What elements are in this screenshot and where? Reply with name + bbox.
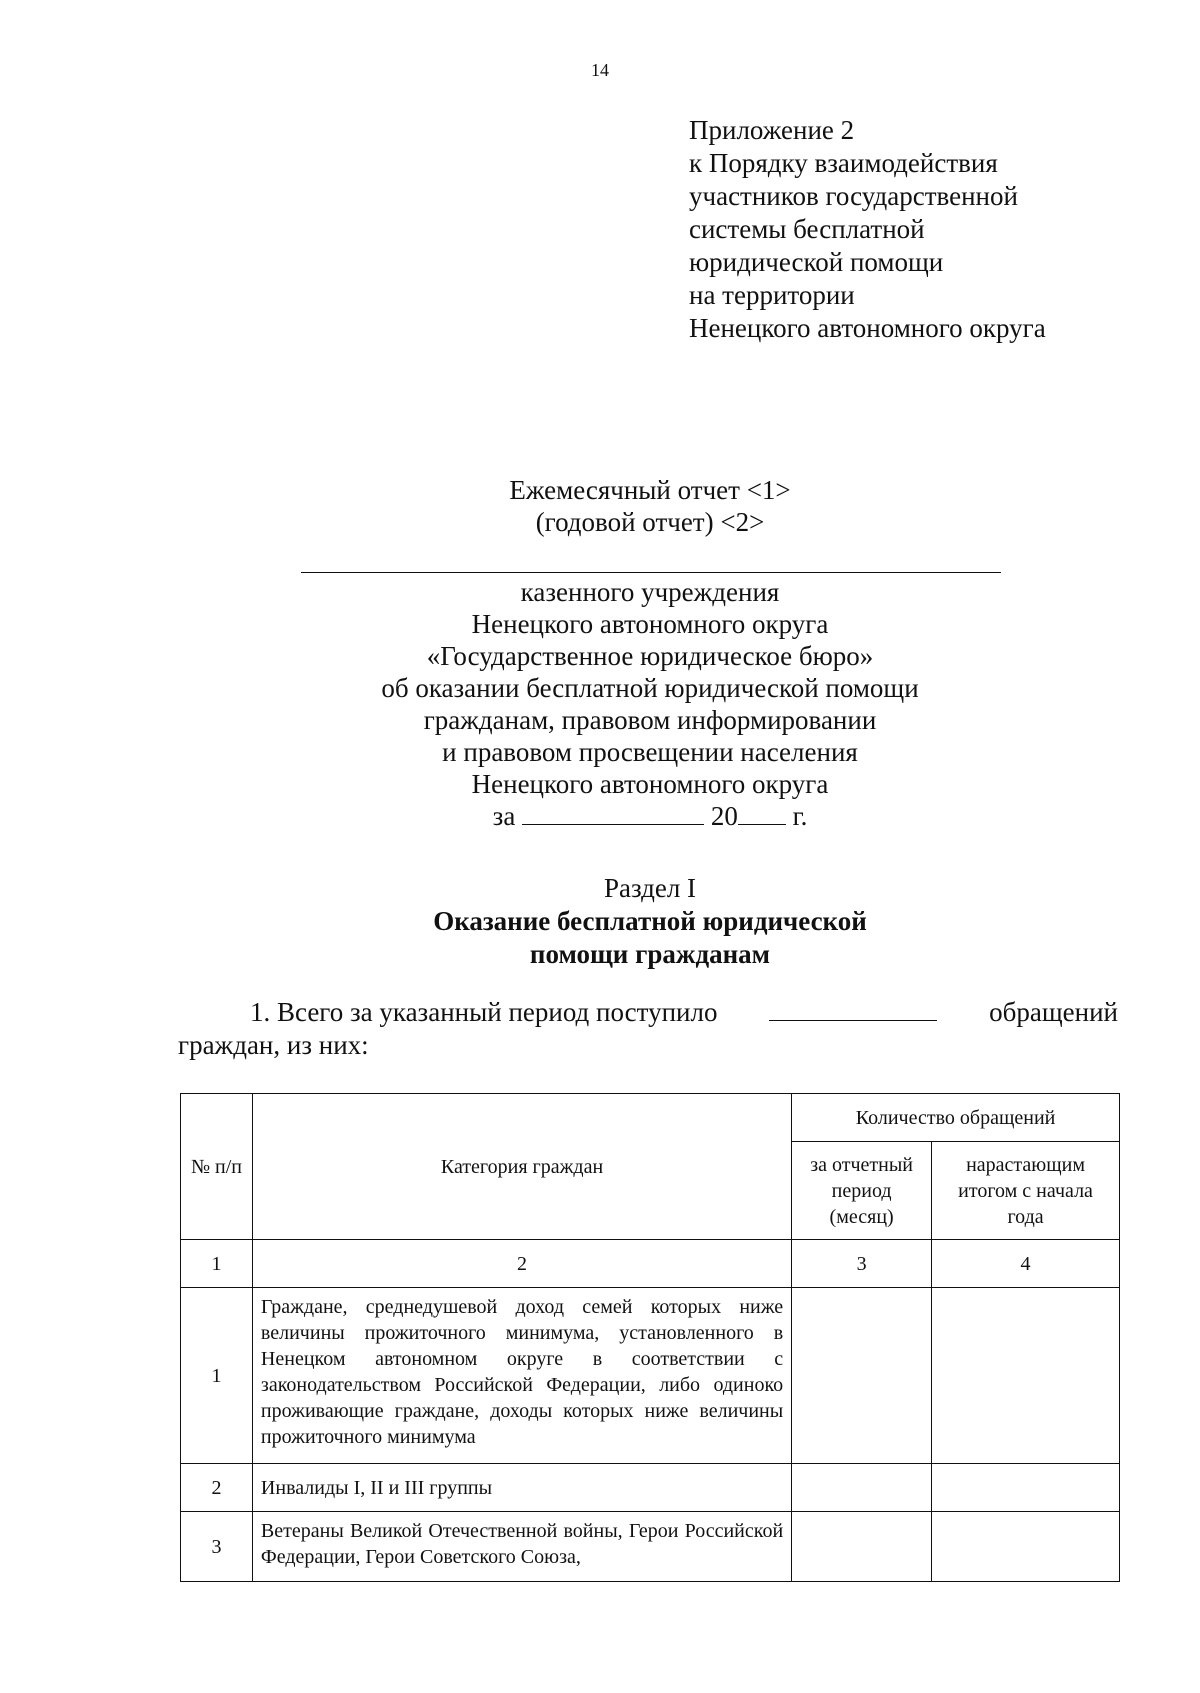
row-num: 3 — [181, 1512, 253, 1582]
row-cumulative-value[interactable] — [932, 1464, 1120, 1512]
appeals-count-blank — [769, 996, 937, 1021]
column-number: 4 — [932, 1240, 1120, 1288]
header-reporting-period: за отчетный период (месяц) — [792, 1142, 932, 1240]
row-period-value[interactable] — [792, 1512, 932, 1582]
year-prefix: 20 — [710, 801, 738, 831]
report-title — [200, 474, 1100, 538]
header-category: Категория граждан — [252, 1094, 791, 1240]
table-row — [181, 1288, 1120, 1464]
appeals-table — [180, 1093, 1120, 1582]
row-cumulative-value[interactable] — [932, 1512, 1120, 1582]
header-cumulative: нарастающим итогом с начала года — [932, 1142, 1120, 1240]
institution-line: «Государственное юридическое бюро» — [426, 641, 874, 671]
row-period-value[interactable] — [792, 1464, 932, 1512]
appendix-line: системы бесплатной — [689, 214, 925, 244]
institution-line: и правовом просвещении населения — [442, 737, 858, 767]
column-number: 1 — [181, 1240, 253, 1288]
institution-block — [200, 576, 1100, 800]
institution-line: казенного учреждения — [520, 577, 780, 607]
row-cumulative-value[interactable] — [932, 1288, 1120, 1464]
appendix-block — [689, 114, 1046, 345]
year-suffix: г. — [792, 801, 808, 831]
report-annual: (годовой отчет) <2> — [535, 507, 765, 537]
section-label: Раздел I — [603, 873, 697, 903]
appendix-line: Ненецкого автономного округа — [689, 313, 1046, 343]
institution-line: Ненецкого автономного округа — [471, 609, 829, 639]
page-number: 14 — [591, 60, 609, 80]
report-period — [200, 800, 1100, 832]
period-prefix: за — [492, 801, 516, 831]
institution-blank-line — [301, 572, 1001, 573]
table-row — [181, 1464, 1120, 1512]
row-category: Инвалиды I, II и III группы — [252, 1464, 791, 1512]
column-number: 3 — [792, 1240, 932, 1288]
row-num: 1 — [181, 1288, 253, 1464]
item-1-text: 1. Всего за указанный период поступило — [250, 997, 718, 1027]
table-row — [181, 1512, 1120, 1582]
item-1-paragraph — [178, 996, 1118, 1062]
section-title-line2: помощи гражданам — [529, 939, 771, 969]
row-period-value[interactable] — [792, 1288, 932, 1464]
appendix-line: участников государственной — [689, 181, 1018, 211]
report-monthly: Ежемесячный отчет <1> — [509, 475, 791, 505]
institution-line: об оказании бесплатной юридической помощи — [381, 673, 919, 703]
appendix-line: юридической помощи — [689, 247, 944, 277]
institution-line: Ненецкого автономного округа — [471, 769, 829, 799]
period-blank — [522, 800, 704, 825]
row-category: Ветераны Великой Отечественной войны, Герои Российской Федерации, Герои Советского Союза, — [252, 1512, 791, 1582]
section-title-line1: Оказание бесплатной юридической — [433, 906, 867, 936]
header-count: Количество обращений — [792, 1094, 1120, 1142]
column-number: 2 — [252, 1240, 791, 1288]
row-num: 2 — [181, 1464, 253, 1512]
item-1-text-citizens: граждан, из них: — [178, 1030, 369, 1060]
item-1-text-appeals: обращений — [989, 997, 1118, 1027]
appendix-line: на территории — [689, 280, 855, 310]
section-heading — [200, 872, 1100, 971]
institution-line: гражданам, правовом информировании — [423, 705, 877, 735]
row-category: Граждане, среднедушевой доход семей которых ниже величины прожиточного минимума, установленного в Ненецком автономном округе в соответствии с законодательством Российской Федерации, либо одиноко проживающие граждане, доходы которых ниже величины прожиточного минимума — [252, 1288, 791, 1464]
header-num: № п/п — [181, 1094, 253, 1240]
appendix-line: к Порядку взаимодействия — [689, 148, 998, 178]
year-blank — [738, 800, 786, 825]
appendix-line: Приложение 2 — [689, 115, 855, 145]
